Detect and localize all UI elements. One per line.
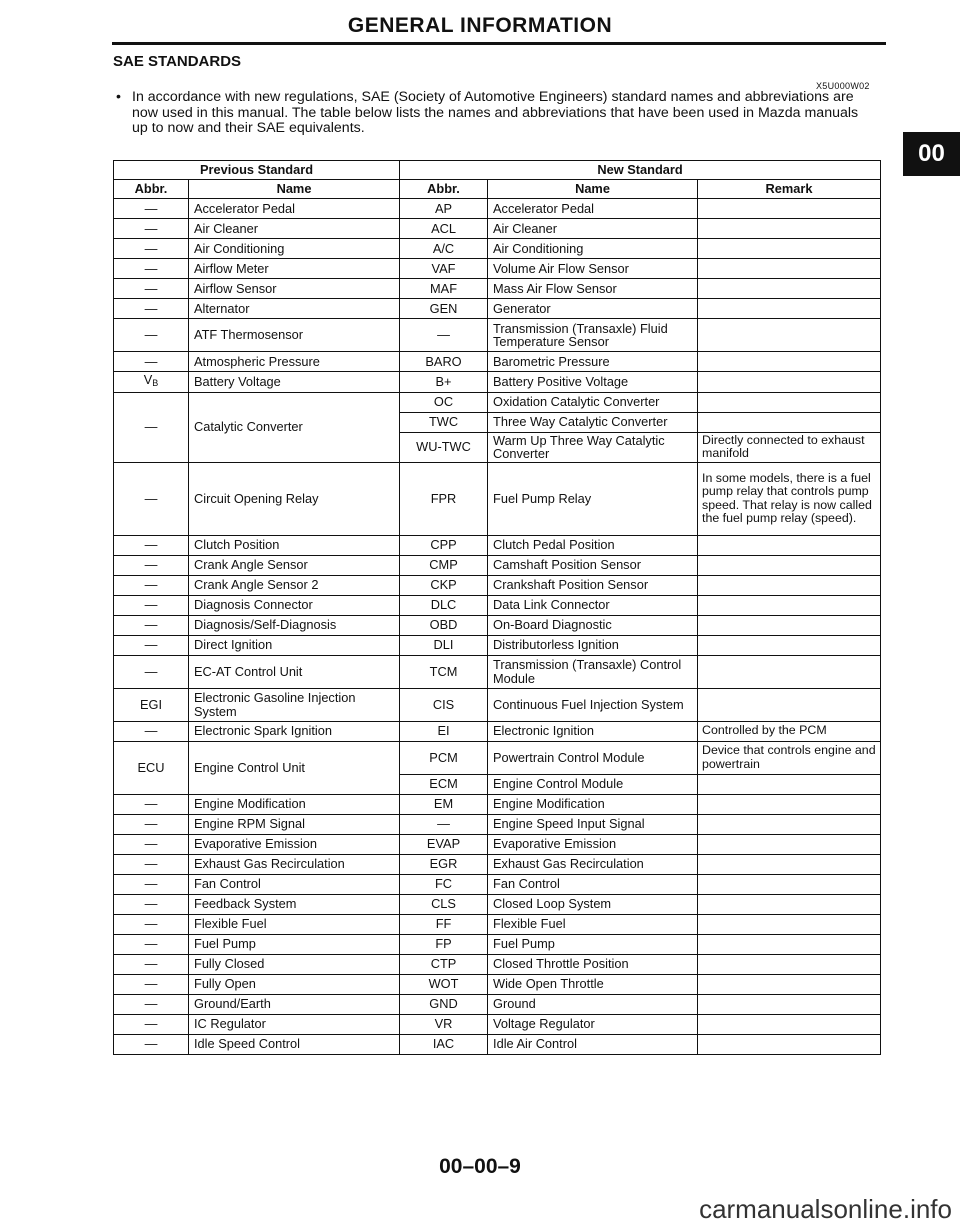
group-header-new: New Standard	[400, 161, 881, 180]
table-row	[114, 575, 881, 595]
new-abbr: BARO	[400, 352, 488, 372]
new-abbr: CKP	[400, 575, 488, 595]
table-row	[114, 974, 881, 994]
previous-name: Clutch Position	[189, 535, 400, 555]
table-row	[114, 934, 881, 954]
new-name: Closed Throttle Position	[488, 954, 698, 974]
previous-name: Crank Angle Sensor	[189, 555, 400, 575]
previous-name: Ground/Earth	[189, 994, 400, 1014]
new-name: Exhaust Gas Recirculation	[488, 854, 698, 874]
new-abbr: —	[400, 319, 488, 352]
remark	[698, 954, 881, 974]
new-name: Closed Loop System	[488, 894, 698, 914]
new-abbr: CTP	[400, 954, 488, 974]
previous-name: ATF Thermosensor	[189, 319, 400, 352]
previous-name: Fully Open	[189, 974, 400, 994]
table-row	[114, 462, 881, 535]
new-abbr: VR	[400, 1014, 488, 1034]
new-abbr: WU-TWC	[400, 432, 488, 462]
previous-abbr: —	[114, 994, 189, 1014]
table-row	[114, 1034, 881, 1054]
previous-abbr: —	[114, 299, 189, 319]
document-code: X5U000W02	[816, 81, 870, 91]
remark	[698, 219, 881, 239]
table-row	[114, 894, 881, 914]
table-row	[114, 1014, 881, 1034]
new-abbr: CLS	[400, 894, 488, 914]
table-row	[114, 854, 881, 874]
new-name: Mass Air Flow Sensor	[488, 279, 698, 299]
remark	[698, 1034, 881, 1054]
table-row	[114, 279, 881, 299]
remark	[698, 635, 881, 655]
table-row	[114, 299, 881, 319]
new-abbr: —	[400, 814, 488, 834]
table-row	[114, 994, 881, 1014]
intro-text: In accordance with new regulations, SAE (Society of Automotive Engineers) standard names and abbreviations are now used in this manual. The table below lists the names and abbreviations that have been used in Mazda manuals up to now and their SAE equivalents.	[132, 89, 859, 136]
table-row	[114, 372, 881, 393]
previous-name: IC Regulator	[189, 1014, 400, 1034]
new-abbr: B+	[400, 372, 488, 393]
remark	[698, 794, 881, 814]
remark	[698, 575, 881, 595]
previous-abbr: ECU	[114, 741, 189, 794]
remark	[698, 914, 881, 934]
remark: Controlled by the PCM	[698, 721, 881, 741]
table-row	[114, 595, 881, 615]
previous-name: Idle Speed Control	[189, 1034, 400, 1054]
remark	[698, 199, 881, 219]
column-header-remark: Remark	[698, 180, 881, 199]
column-header-new-abbr: Abbr.	[400, 180, 488, 199]
previous-name: Direct Ignition	[189, 635, 400, 655]
table-row	[114, 535, 881, 555]
section-tab[interactable]: 00	[903, 132, 960, 176]
remark	[698, 372, 881, 393]
new-abbr: ECM	[400, 774, 488, 794]
previous-abbr: —	[114, 352, 189, 372]
new-name: Wide Open Throttle	[488, 974, 698, 994]
previous-abbr: —	[114, 934, 189, 954]
table-row	[114, 199, 881, 219]
new-name: Warm Up Three Way Catalytic Converter	[488, 432, 698, 462]
remark	[698, 854, 881, 874]
previous-abbr: —	[114, 894, 189, 914]
new-abbr: GEN	[400, 299, 488, 319]
new-name: Powertrain Control Module	[488, 741, 698, 774]
remark	[698, 319, 881, 352]
previous-abbr: —	[114, 555, 189, 575]
previous-abbr: —	[114, 914, 189, 934]
new-abbr: EGR	[400, 854, 488, 874]
remark	[698, 934, 881, 954]
new-name: Volume Air Flow Sensor	[488, 259, 698, 279]
new-name: Accelerator Pedal	[488, 199, 698, 219]
remark	[698, 834, 881, 854]
new-abbr: OBD	[400, 615, 488, 635]
new-abbr: FP	[400, 934, 488, 954]
previous-abbr: —	[114, 462, 189, 535]
new-name: Three Way Catalytic Converter	[488, 412, 698, 432]
previous-abbr: —	[114, 219, 189, 239]
remark	[698, 974, 881, 994]
previous-name: Atmospheric Pressure	[189, 352, 400, 372]
new-name: Evaporative Emission	[488, 834, 698, 854]
new-abbr: VAF	[400, 259, 488, 279]
intro-paragraph	[116, 90, 876, 137]
previous-abbr: —	[114, 874, 189, 894]
column-header-previous-name: Name	[189, 180, 400, 199]
previous-abbr: —	[114, 239, 189, 259]
table-row	[114, 954, 881, 974]
new-abbr: ACL	[400, 219, 488, 239]
new-name: Data Link Connector	[488, 595, 698, 615]
previous-abbr: —	[114, 259, 189, 279]
remark	[698, 595, 881, 615]
previous-abbr: —	[114, 392, 189, 462]
remark	[698, 814, 881, 834]
previous-abbr: —	[114, 199, 189, 219]
remark: Device that controls engine and powertrain	[698, 741, 881, 774]
remark	[698, 352, 881, 372]
new-abbr: FC	[400, 874, 488, 894]
remark	[698, 259, 881, 279]
group-header-previous: Previous Standard	[114, 161, 400, 180]
remark	[698, 615, 881, 635]
table-row	[114, 615, 881, 635]
previous-name: Air Cleaner	[189, 219, 400, 239]
new-abbr: CPP	[400, 535, 488, 555]
table-row	[114, 392, 881, 412]
new-abbr: FPR	[400, 462, 488, 535]
new-name: Air Cleaner	[488, 219, 698, 239]
column-header-new-name: Name	[488, 180, 698, 199]
table-row	[114, 721, 881, 741]
new-name: Camshaft Position Sensor	[488, 555, 698, 575]
previous-abbr: —	[114, 655, 189, 688]
new-abbr: CMP	[400, 555, 488, 575]
remark	[698, 774, 881, 794]
new-abbr: TCM	[400, 655, 488, 688]
new-name: Engine Speed Input Signal	[488, 814, 698, 834]
table-row	[114, 688, 881, 721]
table-row	[114, 352, 881, 372]
table-row	[114, 814, 881, 834]
table-row	[114, 834, 881, 854]
previous-abbr: —	[114, 721, 189, 741]
previous-name: EC-AT Control Unit	[189, 655, 400, 688]
previous-abbr: —	[114, 834, 189, 854]
previous-abbr: —	[114, 319, 189, 352]
new-name: Oxidation Catalytic Converter	[488, 392, 698, 412]
new-abbr: TWC	[400, 412, 488, 432]
previous-abbr: —	[114, 854, 189, 874]
new-name: Fuel Pump	[488, 934, 698, 954]
previous-name: Catalytic Converter	[189, 392, 400, 462]
previous-name: Diagnosis/Self-Diagnosis	[189, 615, 400, 635]
new-name: Generator	[488, 299, 698, 319]
previous-name: Airflow Meter	[189, 259, 400, 279]
remark	[698, 299, 881, 319]
new-name: Voltage Regulator	[488, 1014, 698, 1034]
previous-name: Alternator	[189, 299, 400, 319]
new-name: Transmission (Transaxle) Fluid Temperature Sensor	[488, 319, 698, 352]
new-abbr: PCM	[400, 741, 488, 774]
table-row	[114, 259, 881, 279]
remark	[698, 894, 881, 914]
new-abbr: MAF	[400, 279, 488, 299]
previous-name: Electronic Spark Ignition	[189, 721, 400, 741]
previous-abbr: —	[114, 814, 189, 834]
table-row	[114, 319, 881, 352]
table-row	[114, 655, 881, 688]
previous-name: Fully Closed	[189, 954, 400, 974]
remark	[698, 412, 881, 432]
previous-abbr: EGI	[114, 688, 189, 721]
new-name: Flexible Fuel	[488, 914, 698, 934]
page-header: GENERAL INFORMATION	[347, 14, 613, 37]
column-header-previous-abbr: Abbr.	[114, 180, 189, 199]
previous-name: Fan Control	[189, 874, 400, 894]
previous-abbr: —	[114, 794, 189, 814]
table-row	[114, 219, 881, 239]
previous-abbr: —	[114, 1014, 189, 1034]
previous-abbr: —	[114, 575, 189, 595]
previous-name: Diagnosis Connector	[189, 595, 400, 615]
previous-name: Accelerator Pedal	[189, 199, 400, 219]
new-name: Idle Air Control	[488, 1034, 698, 1054]
previous-name: Circuit Opening Relay	[189, 462, 400, 535]
previous-name: Electronic Gasoline Injection System	[189, 688, 400, 721]
previous-abbr: —	[114, 954, 189, 974]
previous-abbr	[114, 372, 189, 393]
previous-name: Evaporative Emission	[189, 834, 400, 854]
remark: In some models, there is a fuel pump relay that controls pump speed. That relay is now called the fuel pump relay (speed).	[698, 462, 881, 535]
previous-name: Airflow Sensor	[189, 279, 400, 299]
remark	[698, 392, 881, 412]
remark	[698, 555, 881, 575]
previous-abbr: —	[114, 279, 189, 299]
new-name: Engine Modification	[488, 794, 698, 814]
bullet-icon: •	[116, 89, 121, 105]
previous-name: Crank Angle Sensor 2	[189, 575, 400, 595]
previous-abbr: —	[114, 974, 189, 994]
new-abbr: DLI	[400, 635, 488, 655]
new-name: Air Conditioning	[488, 239, 698, 259]
new-abbr: EVAP	[400, 834, 488, 854]
table-row	[114, 741, 881, 774]
previous-name: Fuel Pump	[189, 934, 400, 954]
new-abbr: OC	[400, 392, 488, 412]
previous-name: Engine Control Unit	[189, 741, 400, 794]
new-name: Barometric Pressure	[488, 352, 698, 372]
new-name: Electronic Ignition	[488, 721, 698, 741]
new-name: Engine Control Module	[488, 774, 698, 794]
previous-abbr: —	[114, 1034, 189, 1054]
remark	[698, 688, 881, 721]
section-title: SAE STANDARDS	[113, 53, 242, 70]
new-name: Fuel Pump Relay	[488, 462, 698, 535]
table-row	[114, 794, 881, 814]
new-name: Transmission (Transaxle) Control Module	[488, 655, 698, 688]
remark	[698, 1014, 881, 1034]
page-number: 00–00–9	[439, 1155, 521, 1178]
previous-abbr: —	[114, 535, 189, 555]
new-abbr: IAC	[400, 1034, 488, 1054]
remark	[698, 655, 881, 688]
watermark: carmanualsonline.info	[699, 1194, 952, 1224]
new-abbr: AP	[400, 199, 488, 219]
remark	[698, 535, 881, 555]
previous-name: Battery Voltage	[189, 372, 400, 393]
new-name: Clutch Pedal Position	[488, 535, 698, 555]
header-rule	[112, 42, 886, 45]
previous-abbr: —	[114, 635, 189, 655]
remark: Directly connected to exhaust manifold	[698, 432, 881, 462]
table-row	[114, 239, 881, 259]
new-abbr: GND	[400, 994, 488, 1014]
new-name: Crankshaft Position Sensor	[488, 575, 698, 595]
new-abbr: EM	[400, 794, 488, 814]
remark	[698, 279, 881, 299]
remark	[698, 994, 881, 1014]
table-row	[114, 874, 881, 894]
new-abbr: DLC	[400, 595, 488, 615]
previous-abbr-main: V	[143, 372, 153, 387]
new-abbr: A/C	[400, 239, 488, 259]
previous-name: Feedback System	[189, 894, 400, 914]
new-abbr: EI	[400, 721, 488, 741]
previous-name: Engine Modification	[189, 794, 400, 814]
remark	[698, 874, 881, 894]
new-name: Battery Positive Voltage	[488, 372, 698, 393]
previous-name: Air Conditioning	[189, 239, 400, 259]
previous-abbr: —	[114, 615, 189, 635]
previous-name: Engine RPM Signal	[189, 814, 400, 834]
new-name: Distributorless Ignition	[488, 635, 698, 655]
previous-name: Flexible Fuel	[189, 914, 400, 934]
new-name: On-Board Diagnostic	[488, 615, 698, 635]
previous-name: Exhaust Gas Recirculation	[189, 854, 400, 874]
previous-abbr-subscript: B	[152, 378, 159, 388]
new-name: Fan Control	[488, 874, 698, 894]
table-row	[114, 635, 881, 655]
new-abbr: FF	[400, 914, 488, 934]
new-name: Ground	[488, 994, 698, 1014]
new-abbr: WOT	[400, 974, 488, 994]
new-name: Continuous Fuel Injection System	[488, 688, 698, 721]
table-row	[114, 914, 881, 934]
sae-standards-table	[113, 160, 881, 1055]
new-abbr: CIS	[400, 688, 488, 721]
previous-abbr: —	[114, 595, 189, 615]
table-row	[114, 555, 881, 575]
remark	[698, 239, 881, 259]
